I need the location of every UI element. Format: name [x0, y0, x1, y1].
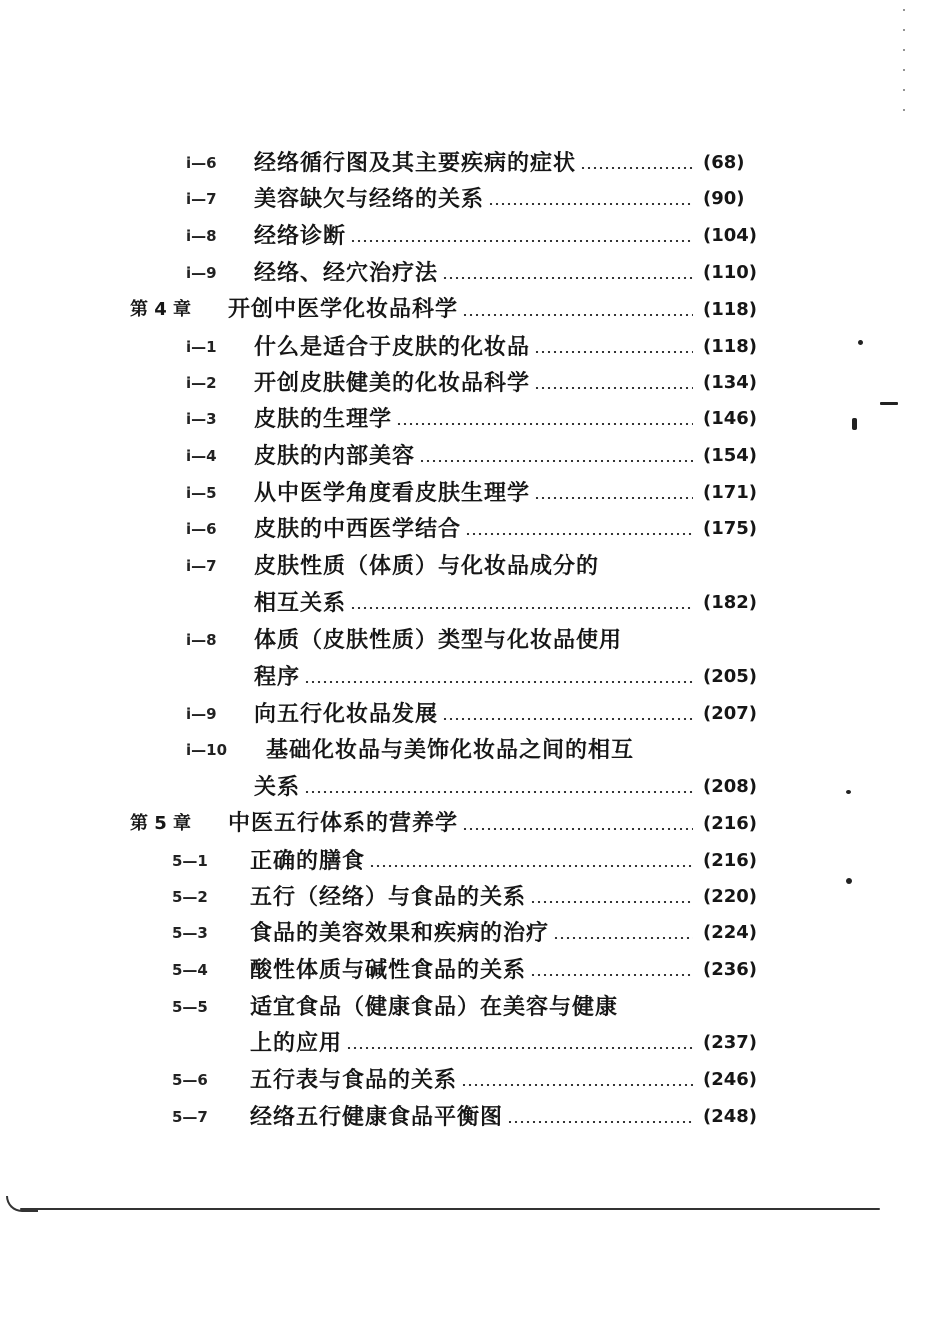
chapter-label: 第 4 章 [130, 299, 192, 320]
leader-dots [419, 460, 693, 462]
section-number: i—2 [186, 374, 217, 392]
section-title: 酸性体质与碱性食品的关系 [250, 957, 527, 983]
leader-dots [369, 865, 693, 867]
section-title: 经络诊断 [254, 223, 347, 249]
bottom-page-rule [20, 1208, 880, 1210]
section-title: 适宜食品（健康食品）在美容与健康 [250, 994, 619, 1020]
chapter-row [0, 809, 950, 839]
page-number: (248) [703, 1106, 758, 1127]
leader-dots [442, 718, 693, 720]
leader-dots [580, 167, 693, 169]
page-number: (110) [703, 262, 758, 283]
section-title: 体质（皮肤性质）类型与化妆品使用 [254, 627, 623, 653]
chapter-label: 第 5 章 [130, 813, 192, 834]
leader-dots [534, 351, 693, 353]
section-title-continued: 相互关系 [254, 590, 347, 616]
section-title: 五行（经络）与食品的关系 [250, 884, 527, 910]
leader-dots [530, 974, 693, 976]
section-number: 5—4 [172, 961, 208, 979]
section-title: 美容缺欠与经络的关系 [254, 186, 485, 212]
page-number: (216) [703, 813, 758, 834]
page-number: (134) [703, 372, 758, 393]
section-title: 皮肤的内部美容 [254, 443, 416, 469]
toc-row [0, 1028, 950, 1058]
chapter-row [0, 295, 950, 325]
speck [852, 418, 857, 430]
toc-row [0, 404, 950, 434]
toc-row [0, 992, 950, 1022]
toc-row [0, 625, 950, 655]
page-number: (246) [703, 1069, 758, 1090]
leader-dots [304, 681, 693, 683]
toc-row [0, 221, 950, 251]
section-title: 食品的美容效果和疾病的治疗 [250, 920, 550, 946]
page-number: (171) [703, 482, 758, 503]
leader-dots [530, 901, 693, 903]
leader-dots [461, 1084, 693, 1086]
leader-dots [442, 277, 693, 279]
section-title: 经络、经穴治疗法 [254, 260, 439, 286]
toc-row [0, 551, 950, 581]
page-number: (90) [703, 188, 745, 209]
page-number: (104) [703, 225, 758, 246]
section-number: i—7 [186, 557, 217, 575]
leader-dots [488, 203, 693, 205]
section-title: 经络五行健康食品平衡图 [250, 1104, 504, 1130]
leader-dots [507, 1121, 693, 1123]
chapter-title: 中医五行体系的营养学 [228, 811, 459, 836]
section-title: 正确的膳食 [250, 848, 366, 874]
section-title-continued: 程序 [254, 664, 301, 690]
page-number: (208) [703, 776, 758, 797]
section-title: 经络循行图及其主要疾病的症状 [254, 150, 577, 176]
section-number: i—8 [186, 227, 217, 245]
leader-dots [462, 828, 693, 830]
section-title: 向五行化妆品发展 [254, 701, 439, 727]
leader-dots [350, 607, 693, 609]
section-number: i—4 [186, 447, 217, 465]
page-number: (224) [703, 922, 758, 943]
section-number: i—10 [186, 741, 228, 759]
section-title: 从中医学角度看皮肤生理学 [254, 480, 531, 506]
section-title: 皮肤性质（体质）与化妆品成分的 [254, 553, 600, 579]
page-number: (175) [703, 518, 758, 539]
speck [846, 790, 851, 794]
speck [880, 402, 898, 405]
toc-row [0, 258, 950, 288]
toc-row [0, 918, 950, 948]
section-number: 5—2 [172, 888, 208, 906]
page-number: (154) [703, 445, 758, 466]
section-number: i—6 [186, 520, 217, 538]
section-number: i—9 [186, 705, 217, 723]
section-number: 5—6 [172, 1071, 208, 1089]
section-number: i—3 [186, 410, 217, 428]
leader-dots [534, 497, 693, 499]
toc-row [0, 699, 950, 729]
section-title-continued: 上的应用 [250, 1030, 343, 1056]
page-number: (118) [703, 299, 758, 320]
section-number: 5—5 [172, 998, 208, 1016]
toc-row [0, 772, 950, 802]
page-number: (68) [703, 152, 745, 173]
toc-row [0, 368, 950, 398]
margin-specks [903, 0, 905, 120]
leader-dots [462, 314, 693, 316]
toc-row [0, 332, 950, 362]
page-number: (220) [703, 886, 758, 907]
toc-row [0, 514, 950, 544]
page-number: (216) [703, 850, 758, 871]
toc-row [0, 1065, 950, 1095]
page-number: (182) [703, 592, 758, 613]
section-title: 五行表与食品的关系 [250, 1067, 458, 1093]
toc-row [0, 1102, 950, 1132]
speck [846, 878, 852, 884]
speck [858, 340, 863, 345]
toc-row [0, 662, 950, 692]
page-number: (237) [703, 1032, 758, 1053]
section-title: 皮肤的生理学 [254, 406, 393, 432]
section-number: 5—7 [172, 1108, 208, 1126]
section-title: 什么是适合于皮肤的化妆品 [254, 334, 531, 360]
section-number: i—5 [186, 484, 217, 502]
section-title: 皮肤的中西医学结合 [254, 516, 462, 542]
chapter-title: 开创中医学化妆品科学 [228, 297, 459, 322]
page-number: (146) [703, 408, 758, 429]
toc-row [0, 882, 950, 912]
leader-dots [465, 533, 693, 535]
section-title: 开创皮肤健美的化妆品科学 [254, 370, 531, 396]
leader-dots [350, 240, 693, 242]
toc-row [0, 441, 950, 471]
toc-row [0, 846, 950, 876]
toc-row [0, 148, 950, 178]
leader-dots [534, 387, 693, 389]
page-number: (236) [703, 959, 758, 980]
page-number: (207) [703, 703, 758, 724]
section-number: i—1 [186, 338, 217, 356]
toc-row [0, 478, 950, 508]
page-number: (118) [703, 336, 758, 357]
toc-row [0, 588, 950, 618]
section-number: 5—3 [172, 924, 208, 942]
section-number: i—9 [186, 264, 217, 282]
section-number: 5—1 [172, 852, 208, 870]
section-number: i—7 [186, 190, 217, 208]
leader-dots [304, 791, 693, 793]
leader-dots [553, 937, 693, 939]
section-title: 基础化妆品与美饰化妆品之间的相互 [266, 737, 635, 763]
toc-row [0, 184, 950, 214]
page-number: (205) [703, 666, 758, 687]
section-number: i—6 [186, 154, 217, 172]
section-number: i—8 [186, 631, 217, 649]
toc-row [0, 735, 950, 765]
section-title-continued: 关系 [254, 774, 301, 800]
leader-dots [396, 423, 693, 425]
toc-row [0, 955, 950, 985]
leader-dots [346, 1047, 693, 1049]
